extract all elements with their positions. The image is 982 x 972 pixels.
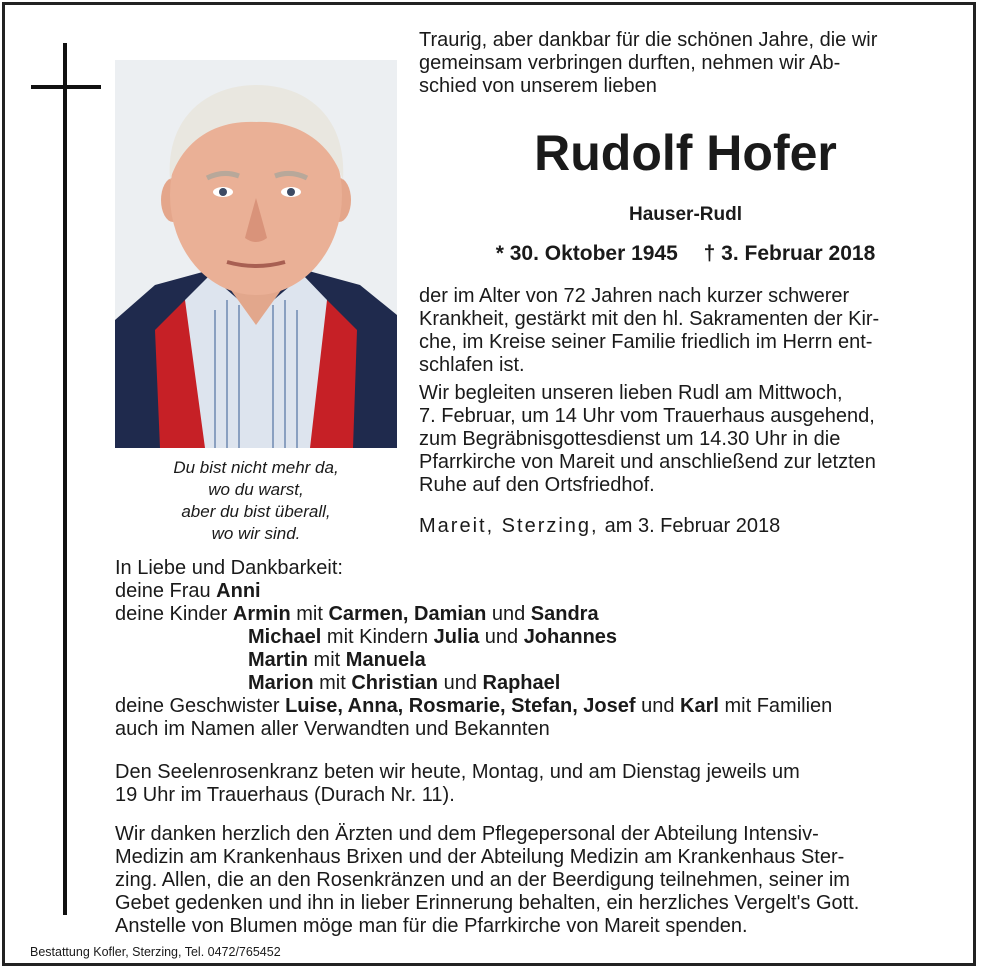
- family-list: [115, 557, 955, 741]
- poem: [115, 457, 397, 545]
- death-notice-paragraph: [419, 285, 952, 377]
- text-line: 7. Februar, um 14 Uhr vom Trauerhaus ausgehend,: [419, 405, 875, 427]
- intro-paragraph: [419, 29, 952, 98]
- text-line: der im Alter von 72 Jahren nach kurzer schwerer: [419, 285, 850, 307]
- rosary-paragraph: [115, 761, 952, 807]
- family-line-kid: Martin mit Manuela: [248, 649, 426, 671]
- text-line: Gebet gedenken und ihn in lieber Erinnerung behalten, ein herzliches Vergelt's Gott.: [115, 892, 860, 914]
- family-line-kids: deine Kinder Armin mit Carmen, Damian und Sandra: [115, 603, 599, 625]
- funeral-home-footer: Bestattung Kofler, Sterzing, Tel. 0472/765452: [30, 945, 281, 959]
- portrait-photo: [115, 60, 397, 448]
- family-line-siblings: deine Geschwister Luise, Anna, Rosmarie, Stefan, Josef und Karl mit Familien: [115, 695, 833, 717]
- text-line: Ruhe auf den Ortsfriedhof.: [419, 474, 655, 496]
- place-date: [419, 515, 952, 538]
- birth-date: * 30. Oktober 1945: [495, 242, 678, 265]
- text-line: Den Seelenrosenkranz beten wir heute, Montag, und am Dienstag jeweils um: [115, 761, 800, 783]
- text-line: Wir danken herzlich den Ärzten und dem Pflegepersonal der Abteilung Intensiv-: [115, 823, 819, 845]
- family-heading: In Liebe und Dankbarkeit:: [115, 557, 343, 579]
- text-line: Medizin am Krankenhaus Brixen und der Abteilung Medizin am Krankenhaus Ster-: [115, 846, 845, 868]
- poem-line: aber du bist überall,: [181, 502, 331, 521]
- wife-name: Anni: [216, 580, 261, 602]
- place-location: Mareit, Sterzing,: [419, 515, 599, 537]
- family-line-kid: Michael mit Kindern Julia und Johannes: [248, 626, 618, 648]
- poem-line: wo wir sind.: [211, 524, 301, 543]
- text-line: Krankheit, gestärkt mit den hl. Sakramenten der Kir-: [419, 308, 880, 330]
- thanks-paragraph: [115, 823, 952, 938]
- text-line: Pfarrkirche von Mareit und anschließend zur letzten: [419, 451, 876, 473]
- text-line: che, im Kreise seiner Familie friedlich im Herrn ent-: [419, 331, 873, 353]
- family-line-wife: deine Frau Anni: [115, 580, 261, 602]
- deceased-name: Rudolf Hofer: [534, 125, 837, 181]
- text-line: Anstelle von Blumen möge man für die Pfarrkirche von Mareit spenden.: [115, 915, 748, 937]
- death-date: † 3. Februar 2018: [703, 242, 876, 265]
- text-line: zum Begräbnisgottesdienst um 14.30 Uhr in die: [419, 428, 841, 450]
- intro-line: gemeinsam verbringen durften, nehmen wir Ab-: [419, 52, 841, 74]
- cross-icon-bar: [31, 85, 101, 89]
- funeral-paragraph: [419, 382, 952, 497]
- text-line: schlafen ist.: [419, 354, 525, 376]
- family-line-relatives: auch im Namen aller Verwandten und Bekannten: [115, 718, 550, 740]
- cross-icon: [63, 43, 67, 915]
- nickname: Hauser-Rudl: [629, 204, 742, 225]
- text-line: 19 Uhr im Trauerhaus (Durach Nr. 11).: [115, 784, 455, 806]
- obituary-card: [2, 2, 976, 966]
- intro-line: Traurig, aber dankbar für die schönen Jahre, die wir: [419, 29, 878, 51]
- text-line: Wir begleiten unseren lieben Rudl am Mittwoch,: [419, 382, 843, 404]
- intro-line: schied von unserem lieben: [419, 75, 657, 97]
- text-line: zing. Allen, die an den Rosenkränzen und an der Beerdigung teilnehmen, seiner im: [115, 869, 850, 891]
- notice-date: am 3. Februar 2018: [604, 515, 781, 537]
- life-dates: [419, 242, 952, 266]
- poem-line: Du bist nicht mehr da,: [173, 458, 339, 477]
- poem-line: wo du warst,: [208, 480, 304, 499]
- family-line-kid: Marion mit Christian und Raphael: [248, 672, 561, 694]
